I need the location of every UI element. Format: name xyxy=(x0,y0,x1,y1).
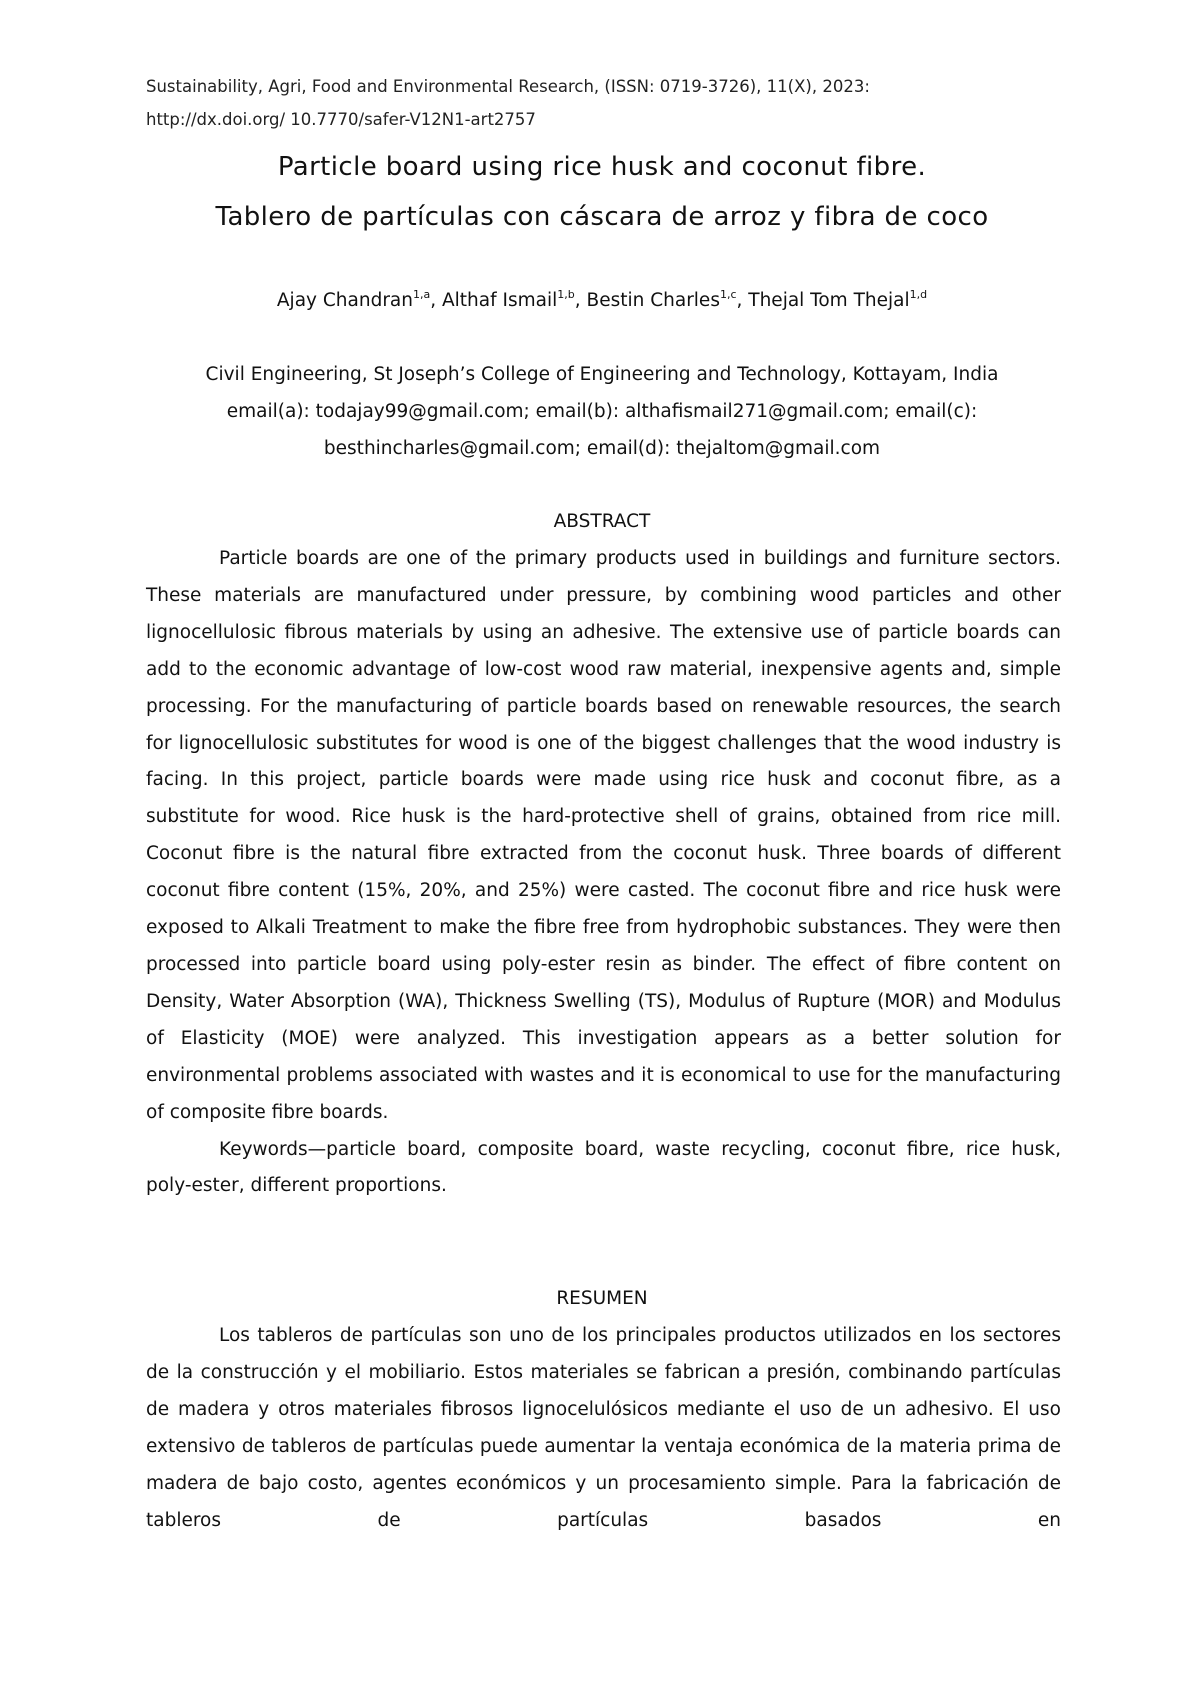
author-affiliation-mark: 1,a xyxy=(412,288,431,301)
author-affiliation-mark: 1,d xyxy=(909,288,928,301)
affiliation-emails-2: besthincharles@gmail.com; email(d): thejaltom@gmail.com xyxy=(323,438,881,459)
journal-citation: Sustainability, Agri, Food and Environmental Research, (ISSN: 0719-3726), 11(X), 2023: xyxy=(146,77,870,96)
author-name: Ajay Chandran xyxy=(276,290,413,311)
title-spanish: Tablero de partículas con cáscara de arroz y fibra de coco xyxy=(215,202,989,232)
author-separator: , xyxy=(574,290,587,311)
resumen-body xyxy=(146,1318,1061,1539)
author-name: Althaf Ismail xyxy=(442,290,558,311)
author-name: Bestin Charles xyxy=(586,290,720,311)
author-name: Thejal Tom Thejal xyxy=(748,290,910,311)
affiliation-emails-1: email(a): todajay99@gmail.com; email(b): althafismail271@gmail.com; email(c): xyxy=(226,401,978,422)
author-affiliation-mark: 1,b xyxy=(557,288,575,301)
affiliation-block xyxy=(146,356,1058,467)
abstract-heading: ABSTRACT xyxy=(553,511,651,532)
title-english: Particle board using rice husk and coconut fibre. xyxy=(277,152,927,182)
resumen-paragraph: Los tableros de partículas son uno de los principales productos utilizados en los sectores de la construcción y el mobiliario. Estos materiales se fabrican a presión, combinando partículas de madera y otros materiales fibrosos lignocelulósicos mediante el uso de un adhesivo. El uso extensivo de tableros de partículas puede aumentar la ventaja económica de la materia prima de madera de bajo costo, agentes económicos y un procesamiento simple. Para la fabricación de tableros de partículas basados en xyxy=(146,1325,1061,1531)
journal-header xyxy=(146,70,1106,136)
author-separator: , xyxy=(736,290,749,311)
resumen-heading: RESUMEN xyxy=(556,1288,648,1309)
author-list xyxy=(146,284,1058,318)
author-separator: , xyxy=(430,290,442,311)
paper-title xyxy=(146,142,1058,242)
keywords-paragraph: Keywords—particle board, composite board, waste recycling, coconut fibre, rice husk, poly-ester, different proportions. xyxy=(146,1138,1061,1197)
abstract-paragraph: Particle boards are one of the primary products used in buildings and furniture sectors. These materials are manufactured under pressure, by combining wood particles and other lignocellulosic fibrous materials by using an adhesive. The extensive use of particle boards can add to the economic advantage of low-cost wood raw material, inexpensive agents and, simple processing. For the manufacturing of particle boards based on renewable resources, the search for lignocellulosic substitutes for wood is one of the biggest challenges that the wood industry is facing. In this project, particle boards were made using rice husk and coconut fibre, as a substitute for wood. Rice husk is the hard-protective shell of grains, obtained from rice mill. Coconut fibre is the natural fibre extracted from the coconut husk. Three boards of different coconut fibre content (15%, 20%, and 25%) were casted. The coconut fibre and rice husk were exposed to Alkali Treatment to make the fibre free from hydrophobic substances. They were then processed into particle board using poly-ester resin as binder. The effect of fibre content on Density, Water Absorption (WA), Thickness Swelling (TS), Modulus of Rupture (MOR) and Modulus of Elasticity (MOE) were analyzed. This investigation appears as a better solution for environmental problems associated with wastes and it is economical to use for the manufacturing of composite fibre boards. xyxy=(146,548,1061,1123)
doi-link[interactable]: http://dx.doi.org/ 10.7770/safer-V12N1-art2757 xyxy=(146,110,536,129)
abstract-body xyxy=(146,541,1061,1205)
affiliation-institution: Civil Engineering, St Joseph’s College of Engineering and Technology, Kottayam, India xyxy=(205,364,999,385)
author-affiliation-mark: 1,c xyxy=(719,288,737,301)
